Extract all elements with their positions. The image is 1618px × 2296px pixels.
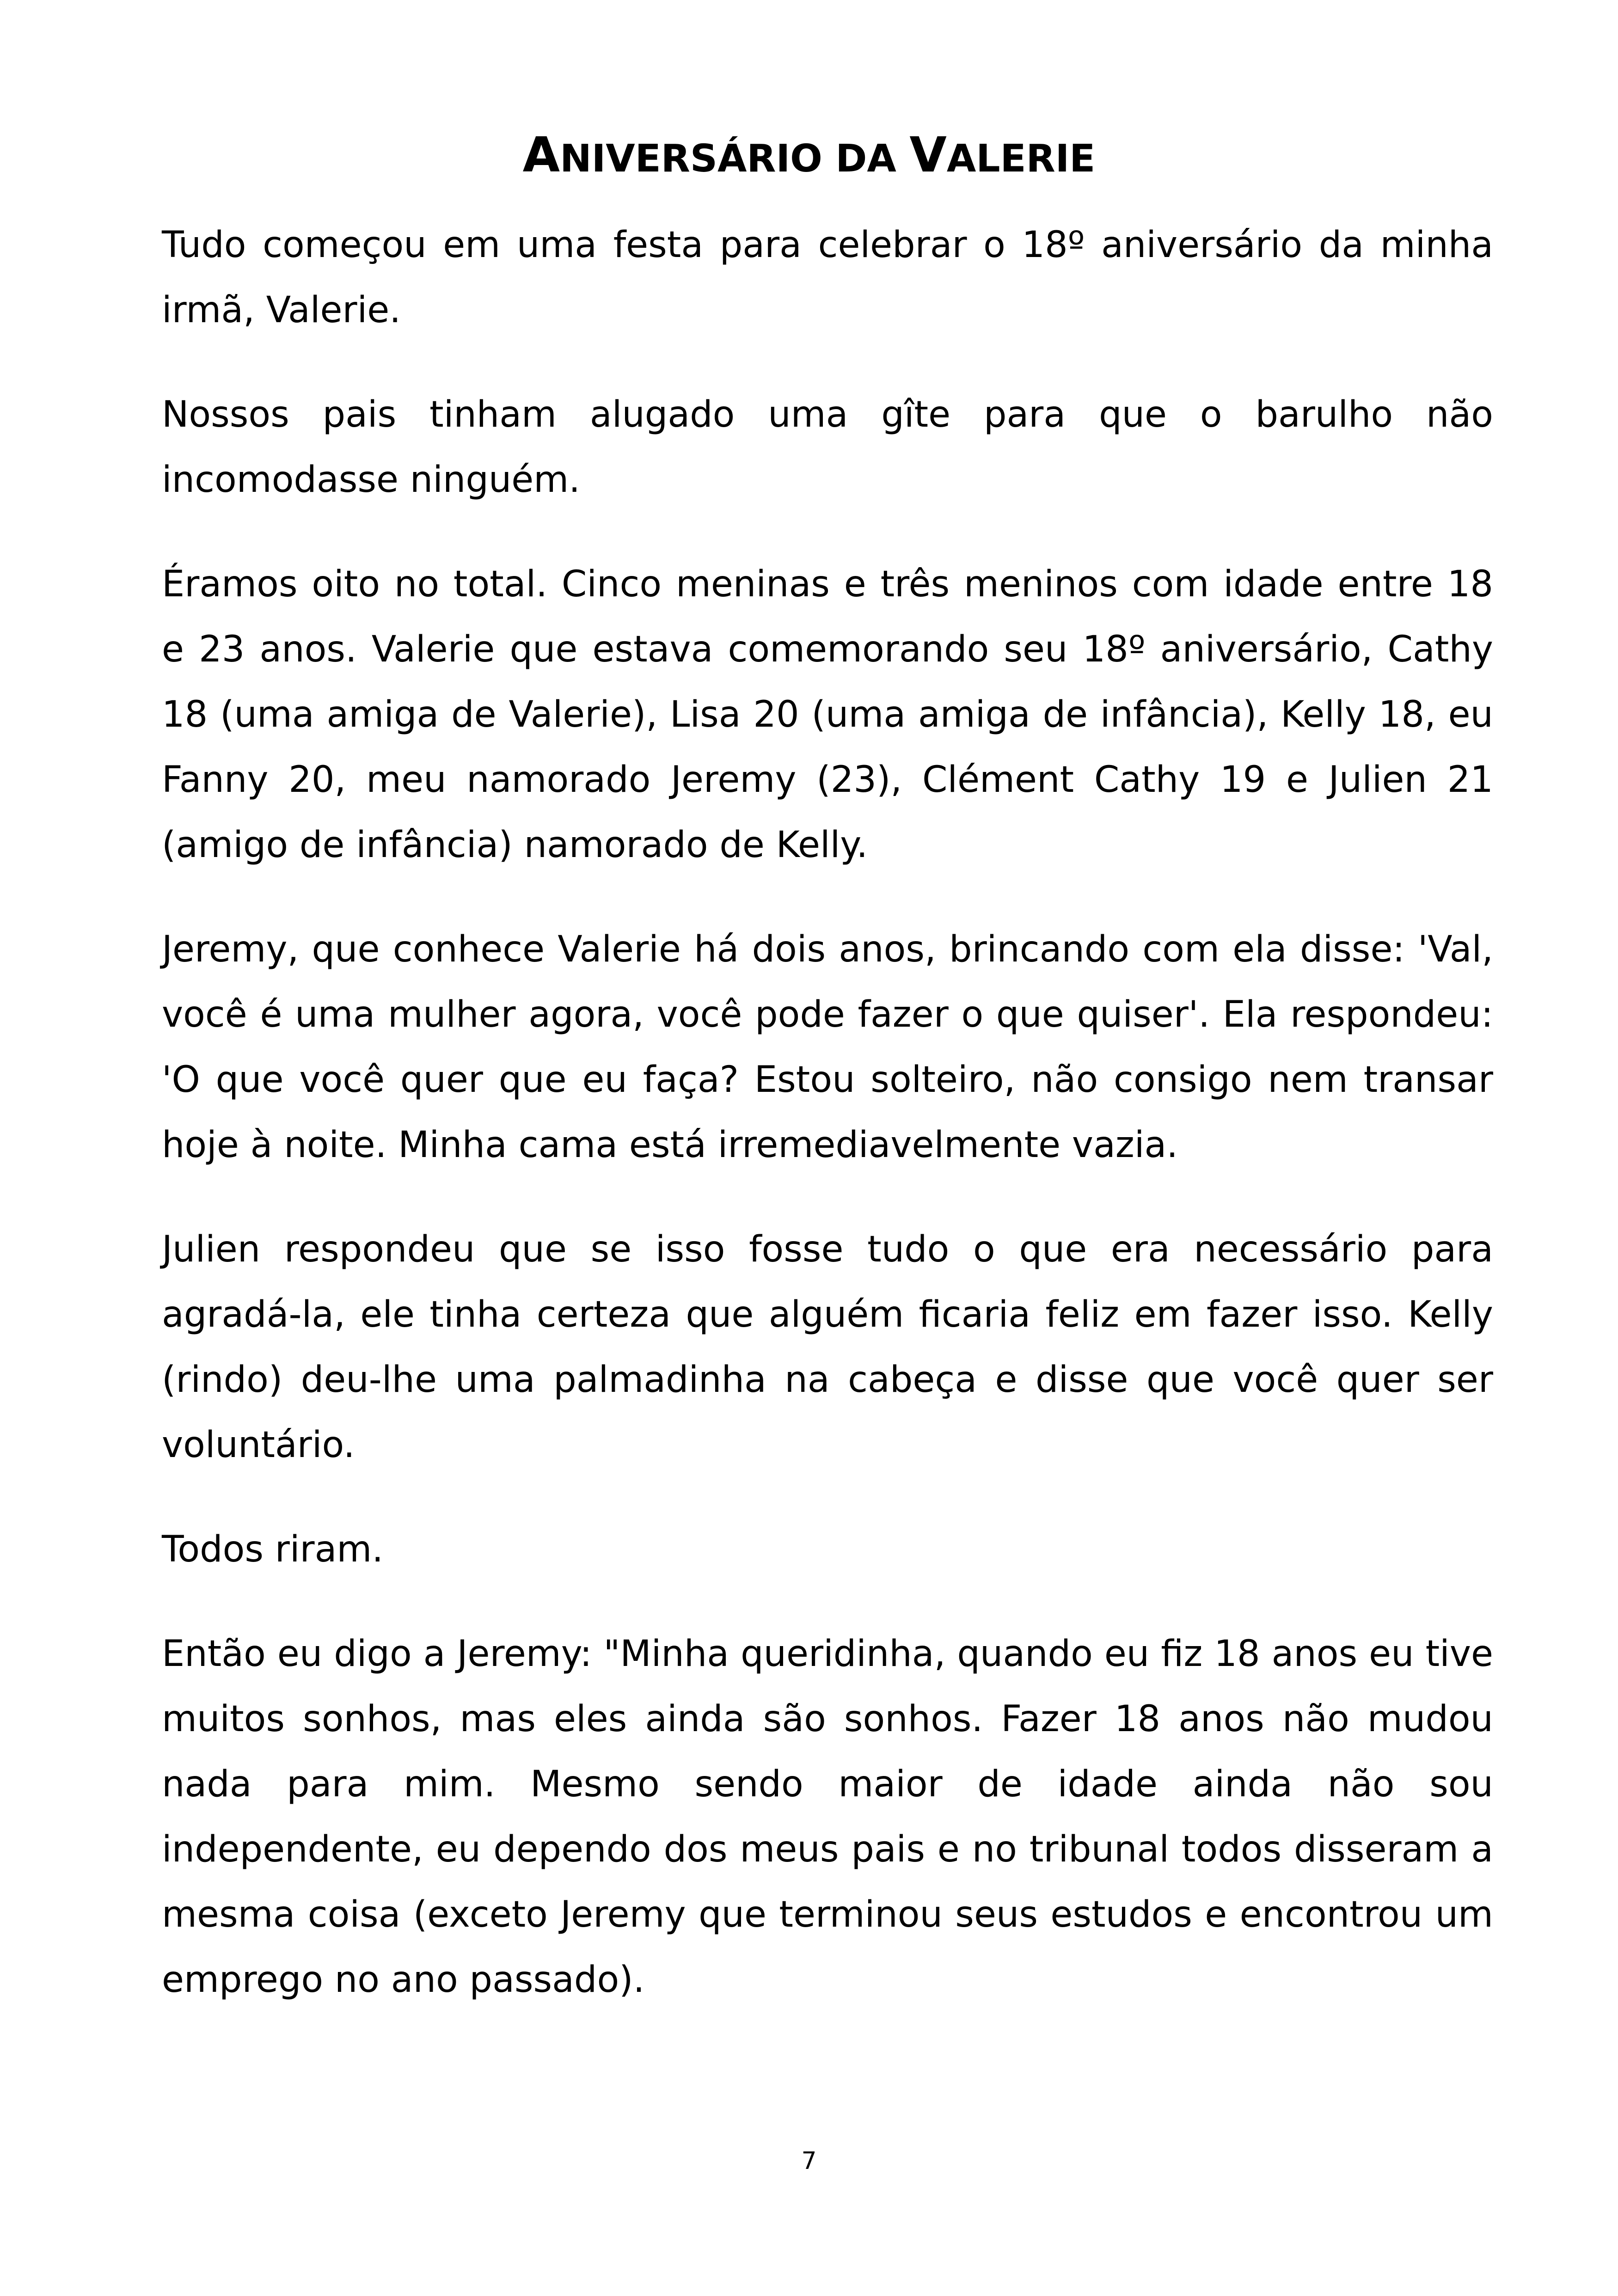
page-number: 7 — [801, 2147, 817, 2175]
title-smallcaps-1: NIVERSÁRIO DA — [560, 137, 910, 181]
body-text — [162, 213, 1493, 2052]
page-title — [0, 122, 1618, 191]
paragraph-5: Julien respondeu que se isso fosse tudo o que era necessário para agradá-la, ele tinha certeza que alguém ficaria feliz em fazer isso. Kelly (rindo) deu-lhe uma palmadinha na cabeça e disse que você quer ser voluntário. — [162, 1229, 1493, 1466]
title-initial-a: A — [522, 127, 560, 183]
title-initial-v: V — [909, 127, 947, 183]
paragraph-4: Jeremy, que conhece Valerie há dois anos, brincando com ela disse: 'Val, você é uma mulher agora, você pode fazer o que quiser'. Ela respondeu: 'O que você quer que eu faça? Estou solteiro, não consigo nem transar hoje à noite. Minha cama está irremediavelmente vazia. — [162, 929, 1493, 1166]
title-smallcaps-2: ALERIE — [946, 137, 1096, 181]
paragraph-6: Todos riram. — [162, 1529, 384, 1570]
paragraph-2: Nossos pais tinham alugado uma gîte para que o barulho não incomodasse ninguém. — [162, 394, 1493, 501]
paragraph-1: Tudo começou em uma festa para celebrar o 18º aniversário da minha irmã, Valerie. — [162, 224, 1493, 331]
paragraph-3: Éramos oito no total. Cinco meninas e três meninos com idade entre 18 e 23 anos. Valerie que estava comemorando seu 18º aniversário, Cathy 18 (uma amiga de Valerie), Lisa 20 (uma amiga de infância), Kelly 18, eu Fanny 20, meu namorado Jeremy (23), Clément Cathy 19 e Julien 21 (amigo de infância) namorado de Kelly. — [162, 563, 1493, 866]
paragraph-7: Então eu digo a Jeremy: "Minha queridinha, quando eu fiz 18 anos eu tive muitos sonhos, mas eles ainda são sonhos. Fazer 18 anos não mudou nada para mim. Mesmo sendo maior de idade ainda não sou independente, eu dependo dos meus pais e no tribunal todos disseram a mesma coisa (exceto Jeremy que terminou seus estudos e encontrou um emprego no ano passado). — [162, 1633, 1493, 2001]
